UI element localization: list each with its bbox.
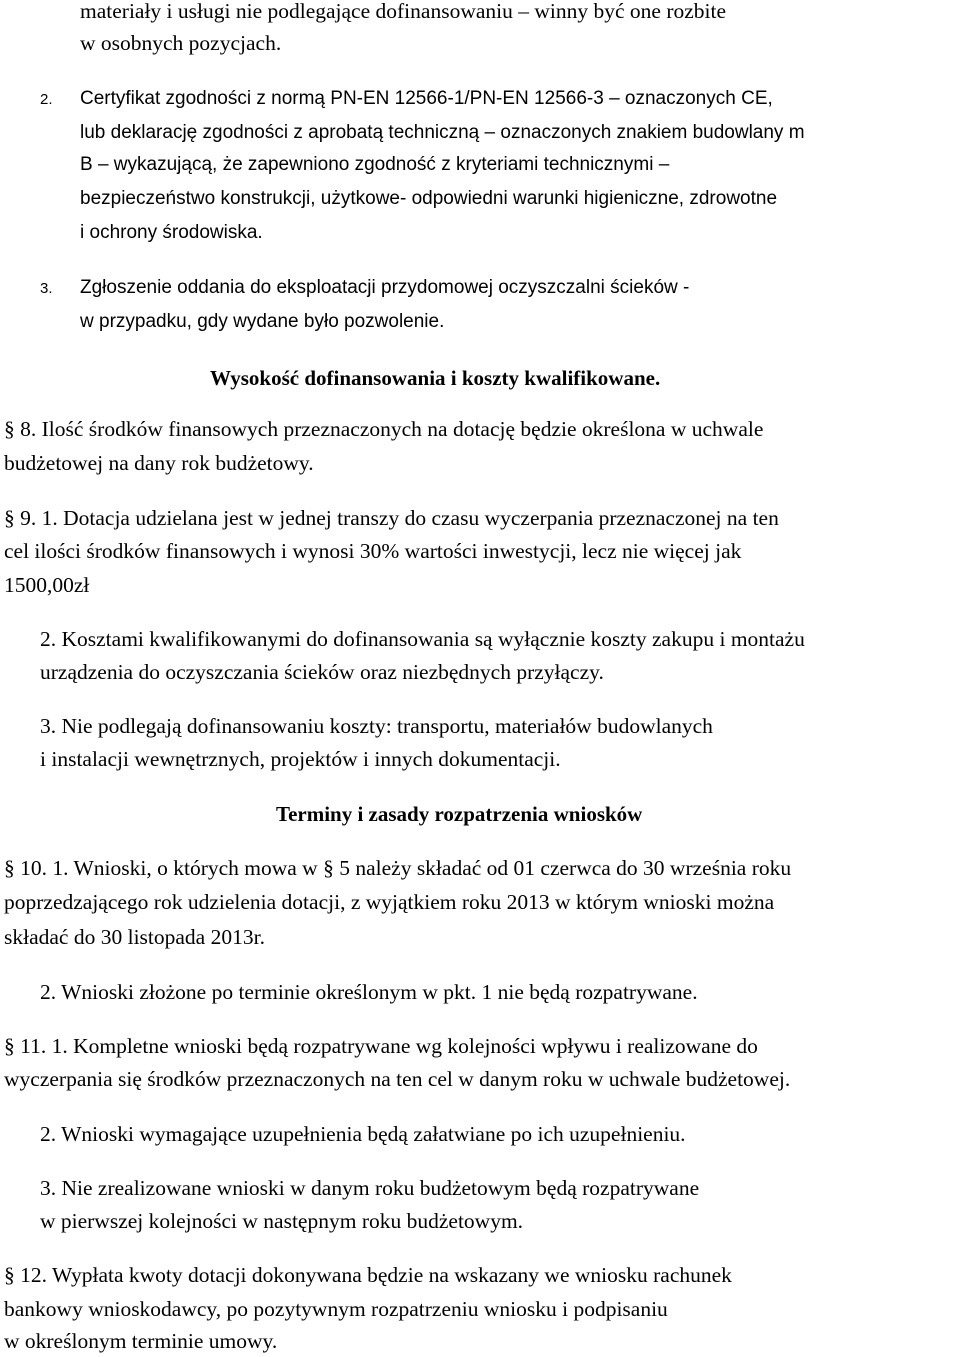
heading-deadlines-rules: Terminy i zasady rozpatrzenia wniosków	[276, 802, 643, 826]
section-11-p3-line2: w pierwszej kolejności w następnym roku budżetowym.	[40, 1209, 524, 1233]
section-10-p1-line3: składać do 30 listopada 2013r.	[4, 925, 265, 949]
section-9-p1-line3: 1500,00zł	[4, 573, 90, 597]
section-12-line2: bankowy wnioskodawcy, po pozytywnym rozpatrzeniu wniosku i podpisaniu	[4, 1297, 668, 1321]
section-9-p2-line2: urządzenia do oczyszczania ścieków oraz niezbędnych przyłączy.	[40, 660, 604, 684]
item1-line2: w osobnych pozycjach.	[80, 31, 282, 55]
section-12-line1: § 12. Wypłata kwoty dotacji dokonywana będzie na wskazany we wniosku rachunek	[4, 1263, 732, 1287]
section-8-line2: budżetowej na dany rok budżetowy.	[4, 451, 314, 475]
item2-line2: lub deklarację zgodności z aprobatą techniczną – oznaczonych znakiem budowlany m	[80, 122, 805, 143]
section-9-p1-line1: § 9. 1. Dotacja udzielana jest w jednej transzy do czasu wyczerpania przeznaczonej na ten	[4, 506, 779, 530]
item2-line4: bezpieczeństwo konstrukcji, użytkowe- odpowiedni warunki higieniczne, zdrowotne	[80, 188, 778, 209]
section-9-p2-line1: 2. Kosztami kwalifikowanymi do dofinansowania są wyłącznie koszty zakupu i montażu	[40, 627, 805, 651]
item2-line3: B – wykazującą, że zapewniono zgodność z kryteriami technicznymi –	[80, 154, 670, 175]
section-10-p2-line1: 2. Wnioski złożone po terminie określonym w pkt. 1 nie będą rozpatrywane.	[40, 980, 698, 1004]
section-11-p3-line1: 3. Nie zrealizowane wnioski w danym roku budżetowym będą rozpatrywane	[40, 1176, 700, 1200]
item3-number: 3.	[40, 280, 53, 297]
section-10-p1-line1: § 10. 1. Wnioski, o których mowa w § 5 należy składać od 01 czerwca do 30 września roku	[4, 856, 792, 880]
section-11-p1-line1: § 11. 1. Kompletne wnioski będą rozpatrywane wg kolejności wpływu i realizowane do	[4, 1034, 758, 1058]
item1-line1: materiały i usługi nie podlegające dofinansowaniu – winny być one rozbite	[80, 0, 727, 23]
section-9-p1-line2: cel ilości środków finansowych i wynosi 30% wartości inwestycji, lecz nie więcej jak	[4, 539, 742, 563]
heading-funding-costs: Wysokość dofinansowania i koszty kwalifikowane.	[210, 366, 661, 390]
item2-line5: i ochrony środowiska.	[80, 222, 263, 243]
section-9-p3-line2: i instalacji wewnętrznych, projektów i innych dokumentacji.	[40, 747, 561, 771]
section-9-p3-line1: 3. Nie podlegają dofinansowaniu koszty: transportu, materiałów budowlanych	[40, 714, 713, 738]
item2-line1: Certyfikat zgodności z normą PN-EN 12566-1/PN-EN 12566-3 – oznaczonych CE,	[80, 88, 773, 109]
section-8-line1: § 8. Ilość środków finansowych przeznaczonych na dotację będzie określona w uchwale	[4, 417, 764, 441]
section-11-p2-line1: 2. Wnioski wymagające uzupełnienia będą załatwiane po ich uzupełnieniu.	[40, 1122, 686, 1146]
section-12-line3: w określonym terminie umowy.	[4, 1329, 278, 1353]
section-10-p1-line2: poprzedzającego rok udzielenia dotacji, z wyjątkiem roku 2013 w którym wnioski można	[4, 890, 775, 914]
item2-number: 2.	[40, 91, 53, 108]
item3-line1: Zgłoszenie oddania do eksploatacji przydomowej oczyszczalni ścieków -	[80, 277, 690, 298]
item3-line2: w przypadku, gdy wydane było pozwolenie.	[80, 311, 445, 332]
section-11-p1-line2: wyczerpania się środków przeznaczonych na ten cel w danym roku w uchwale budżetowej.	[4, 1067, 791, 1091]
